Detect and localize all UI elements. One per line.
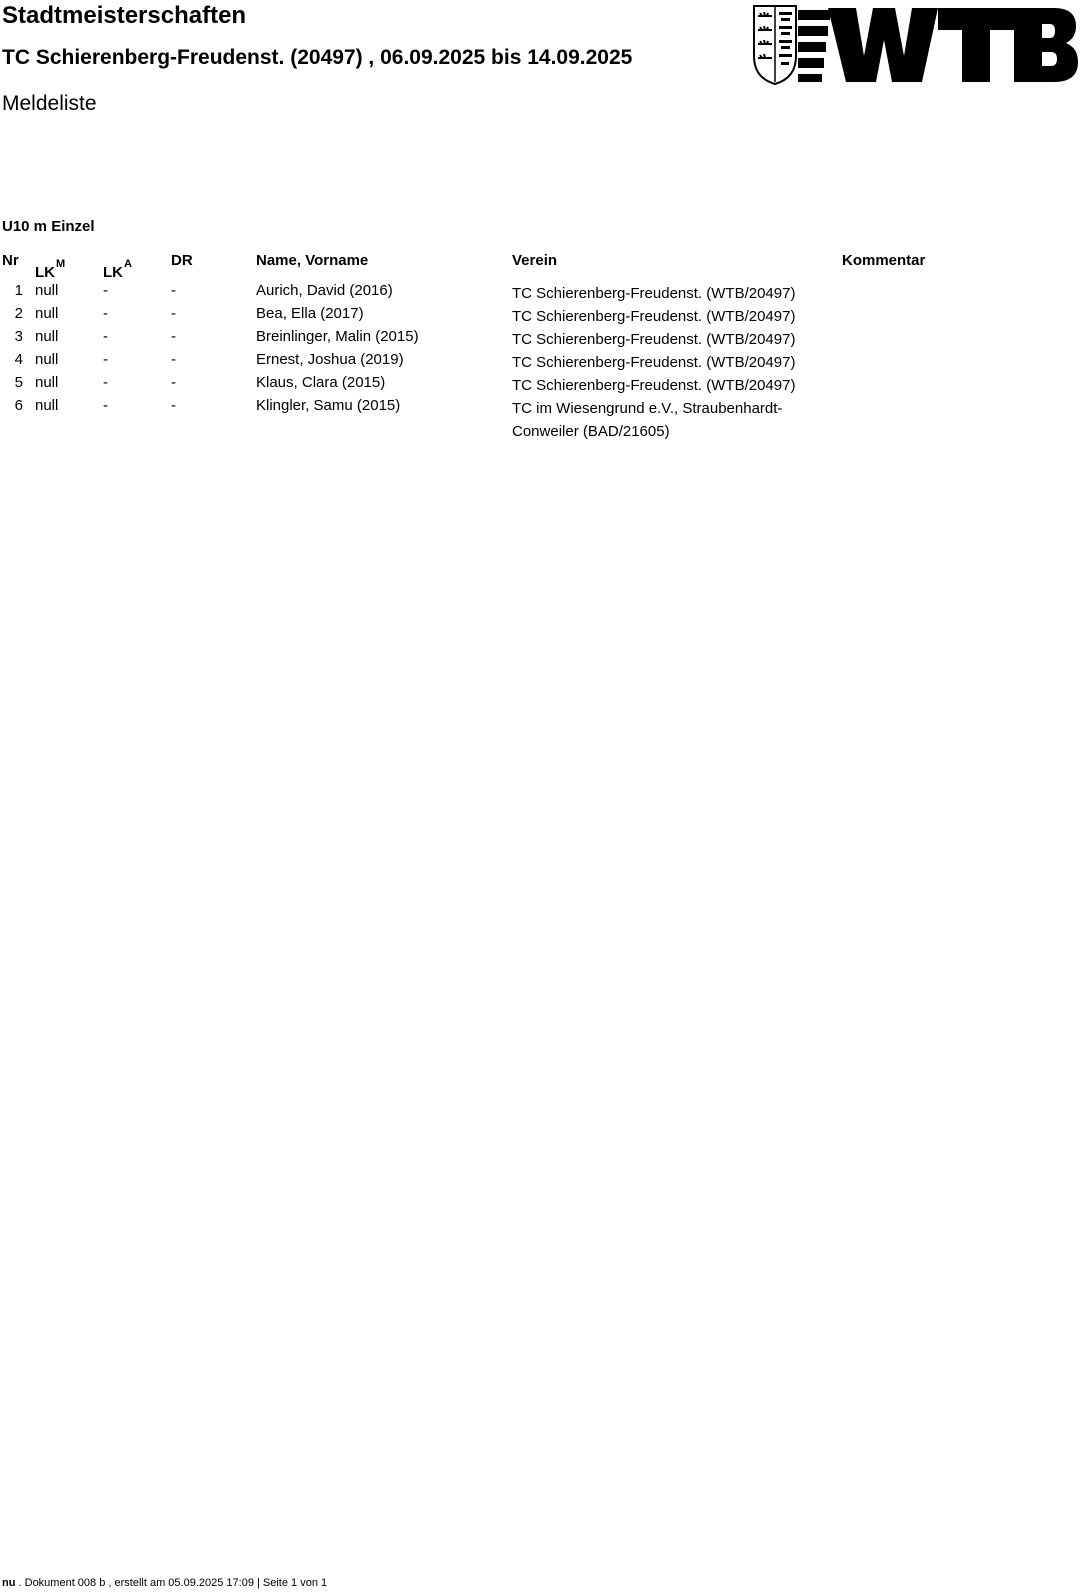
col-name: Name, Vorname [256, 252, 369, 269]
col-lkm-label: LK [35, 264, 55, 281]
footer-brand: nu [2, 1577, 16, 1589]
table-row [0, 282, 1080, 305]
document-type: Meldeliste [2, 92, 97, 115]
cell-nr: 3 [14, 328, 23, 345]
cell-lka: - [103, 351, 108, 368]
table-row [0, 305, 1080, 328]
cell-verein: TC Schierenberg-Freudenst. (WTB/20497) [512, 354, 796, 371]
cell-name: Ernest, Joshua (2019) [256, 351, 404, 368]
table-row [0, 351, 1080, 374]
cell-lkm: null [35, 374, 59, 391]
cell-verein: TC Schierenberg-Freudenst. (WTB/20497) [512, 308, 796, 325]
col-lkm-sup: M [56, 258, 66, 270]
col-verein: Verein [512, 252, 558, 269]
cell-nr: 6 [14, 397, 23, 414]
cell-lkm: null [35, 328, 59, 345]
wtb-logo [752, 4, 1078, 86]
cell-lka: - [103, 397, 108, 414]
cell-nr: 1 [14, 282, 23, 299]
cell-verein: TC Schierenberg-Freudenst. (WTB/20497) [512, 331, 796, 348]
cell-lka: - [103, 374, 108, 391]
cell-verein: TC Schierenberg-Freudenst. (WTB/20497) [512, 285, 796, 302]
table-row [0, 374, 1080, 397]
cell-dr: - [171, 305, 176, 322]
cell-dr: - [171, 282, 176, 299]
cell-name: Klaus, Clara (2015) [256, 374, 386, 391]
table-row [0, 328, 1080, 351]
cell-nr: 2 [14, 305, 23, 322]
table-row [0, 397, 1080, 443]
cell-lka: - [103, 305, 108, 322]
cell-name: Klingler, Samu (2015) [256, 397, 401, 414]
cell-dr: - [171, 374, 176, 391]
document-subtitle: TC Schierenberg-Freudenst. (20497) , 06.09.2025 bis 14.09.2025 [2, 46, 633, 69]
footer [2, 1577, 327, 1589]
cell-lkm: null [35, 305, 59, 322]
cell-nr: 5 [14, 374, 23, 391]
cell-name: Aurich, David (2016) [256, 282, 393, 299]
col-nr: Nr [2, 252, 19, 269]
cell-verein: TC im Wiesengrund e.V., Straubenhardt-Conweiler (BAD/21605) [512, 400, 783, 440]
cell-dr: - [171, 351, 176, 368]
cell-nr: 4 [14, 351, 23, 368]
cell-name: Bea, Ella (2017) [256, 305, 364, 322]
col-lkm [35, 255, 65, 282]
cell-verein: TC Schierenberg-Freudenst. (WTB/20497) [512, 377, 796, 394]
col-lka-sup: A [124, 258, 132, 270]
footer-text: . Dokument 008 b , erstellt am 05.09.2025 17:09 | Seite 1 von 1 [15, 1577, 328, 1589]
col-lka [103, 255, 132, 282]
cell-dr: - [171, 397, 176, 414]
cell-lkm: null [35, 397, 59, 414]
cell-lkm: null [35, 351, 59, 368]
col-dr: DR [171, 252, 193, 269]
cell-lkm: null [35, 282, 59, 299]
cell-lka: - [103, 328, 108, 345]
cell-dr: - [171, 328, 176, 345]
section-title: U10 m Einzel [2, 218, 95, 235]
document-title: Stadtmeisterschaften [2, 2, 247, 29]
col-kommentar: Kommentar [842, 252, 926, 269]
cell-lka: - [103, 282, 108, 299]
cell-name: Breinlinger, Malin (2015) [256, 328, 419, 345]
col-lka-label: LK [103, 264, 123, 281]
